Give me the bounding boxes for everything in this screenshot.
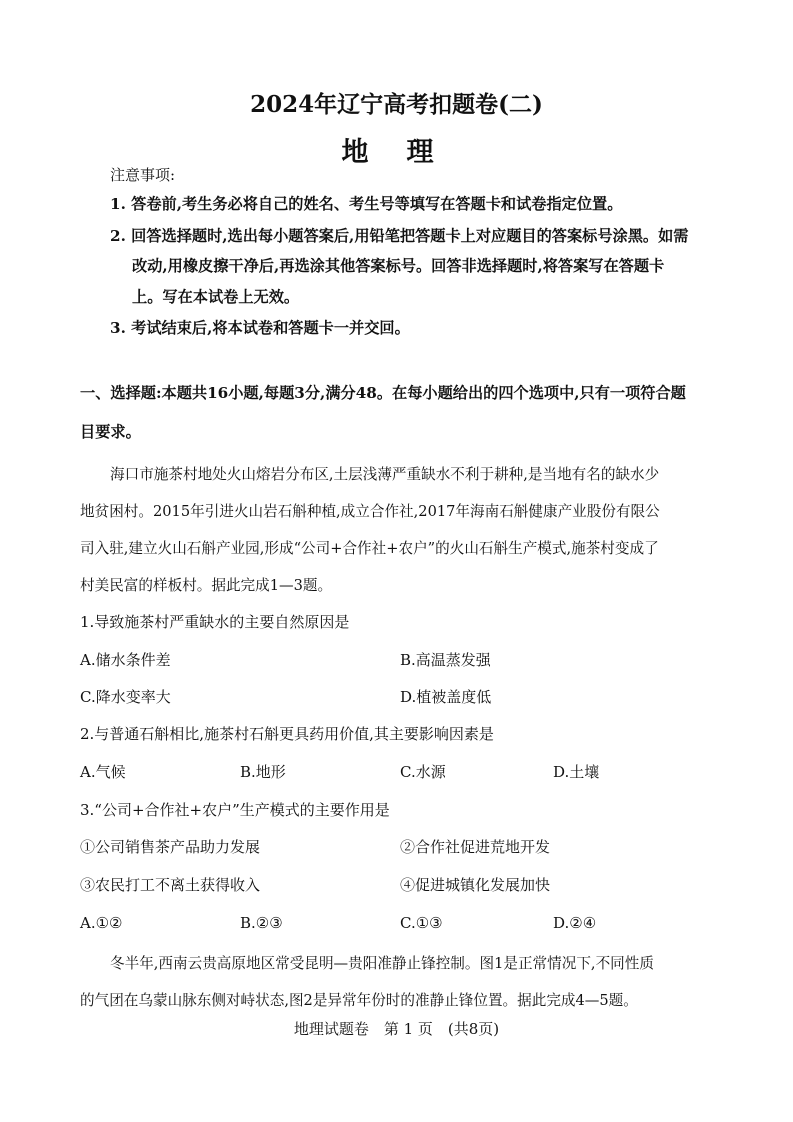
- question-3-option-c: C.①③: [400, 914, 443, 932]
- question-3-option-d: D.②④: [553, 914, 597, 932]
- exam-title: 2024年辽宁高考扣题卷(二): [250, 91, 543, 118]
- passage-1-line-4: 村美民富的样板村。据此完成1—3题。: [80, 577, 333, 594]
- notice-item-2-line-2: 改动,用橡皮擦干净后,再选涂其他答案标号。回答非选择题时,将答案写在答题卡: [132, 257, 665, 275]
- section-heading-line-2: 目要求。: [80, 423, 141, 441]
- section-heading-line-1: 一、选择题:本题共16小题,每题3分,满分48。在每小题给出的四个选项中,只有一项符合题: [80, 384, 686, 402]
- notice-item-2-line-3: 上。写在本试卷上无效。: [132, 288, 300, 306]
- question-2-option-c: C.水源: [400, 763, 446, 781]
- notice-item-3: 3. 考试结束后,将本试卷和答题卡一并交回。: [110, 319, 410, 337]
- question-1-option-c: C.降水变率大: [80, 688, 171, 706]
- passage-2-line-2: 的气团在乌蒙山脉东侧对峙状态,图2是异常年份时的准静止锋位置。据此完成4—5题。: [80, 992, 638, 1009]
- question-3-option-b: B.②③: [240, 914, 283, 932]
- passage-1-line-1: 海口市施茶村地处火山熔岩分布区,土层浅薄严重缺水不利于耕种,是当地有名的缺水少: [110, 466, 660, 483]
- question-1-option-b: B.高温蒸发强: [400, 651, 491, 669]
- passage-1-line-2: 地贫困村。2015年引进火山岩石斛种植,成立合作社,2017年海南石斛健康产业股份有限公: [80, 503, 660, 520]
- question-3-statement-4: ④促进城镇化发展加快: [400, 876, 551, 894]
- question-3-statement-1: ①公司销售茶产品助力发展: [80, 838, 261, 856]
- subject-title: 地理: [341, 137, 472, 168]
- page-footer: 地理试题卷 第 1 页 (共8页): [293, 1020, 500, 1038]
- question-3-statement-3: ③农民打工不离土获得收入: [80, 876, 261, 894]
- question-1-option-a: A.储水条件差: [80, 651, 171, 669]
- question-1-option-d: D.植被盖度低: [400, 688, 492, 706]
- question-3-option-a: A.①②: [80, 914, 123, 932]
- question-1-stem: 1.导致施茶村严重缺水的主要自然原因是: [80, 613, 350, 631]
- question-2-option-a: A.气候: [80, 763, 126, 781]
- question-3-statement-2: ②合作社促进荒地开发: [400, 838, 551, 856]
- notice-heading: 注意事项:: [110, 166, 176, 184]
- question-2-option-b: B.地形: [240, 763, 286, 781]
- question-3-stem: 3.“公司+合作社+农户”生产模式的主要作用是: [80, 801, 390, 819]
- passage-1-line-3: 司入驻,建立火山石斛产业园,形成“公司+合作社+农户”的火山石斛生产模式,施茶村变成了: [80, 540, 659, 557]
- question-2-option-d: D.土壤: [553, 763, 600, 781]
- passage-2-line-1: 冬半年,西南云贵高原地区常受昆明—贵阳准静止锋控制。图1是正常情况下,不同性质: [110, 955, 654, 972]
- notice-item-1: 1. 答卷前,考生务必将自己的姓名、考生号等填写在答题卡和试卷指定位置。: [110, 195, 623, 213]
- notice-item-2-line-1: 2. 回答选择题时,选出每小题答案后,用铅笔把答题卡上对应题目的答案标号涂黑。如需: [110, 227, 689, 245]
- question-2-stem: 2.与普通石斛相比,施茶村石斛更具药用价值,其主要影响因素是: [80, 725, 494, 743]
